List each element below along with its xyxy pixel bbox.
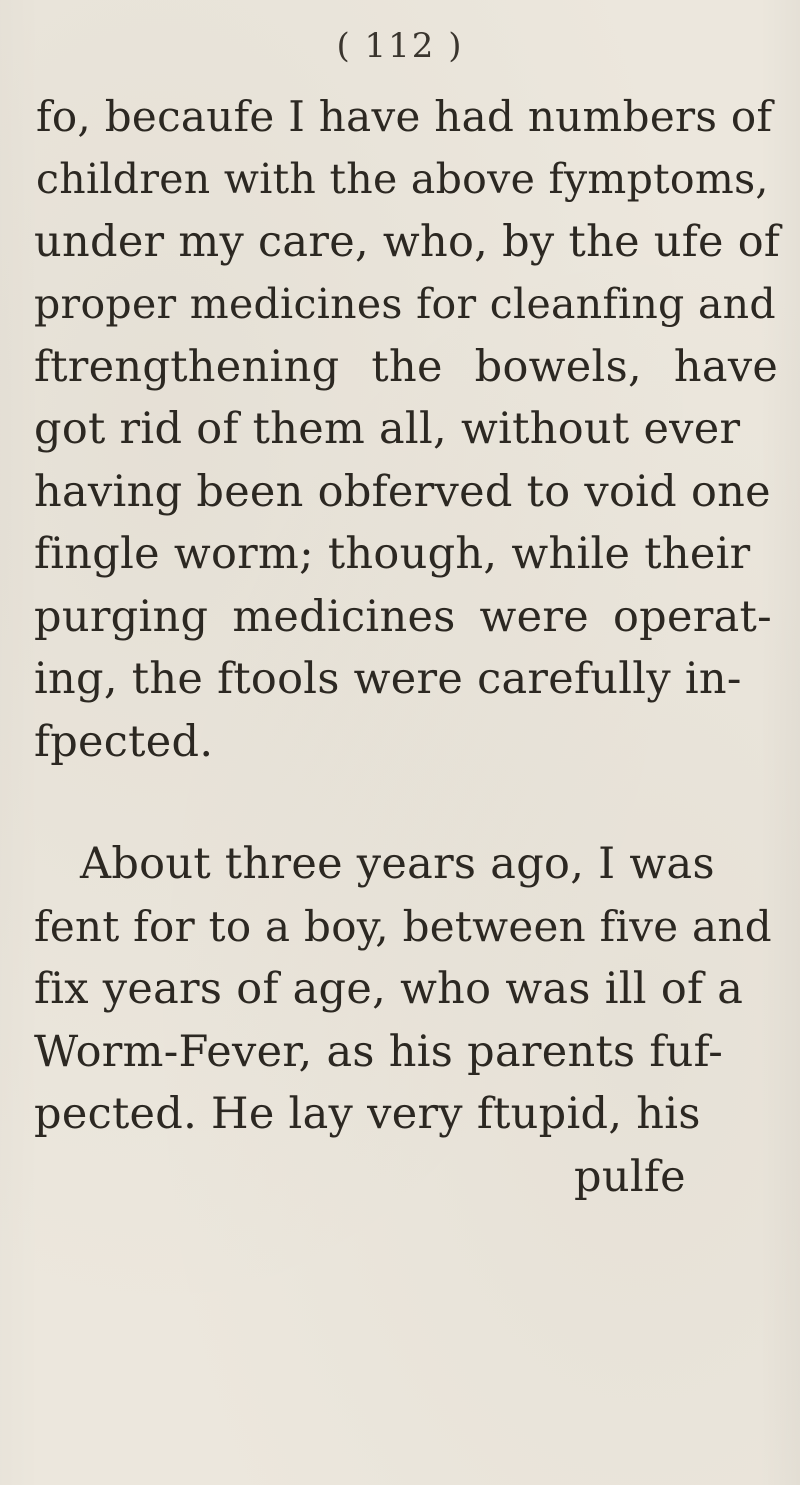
text-line: fent for to a boy, between five and <box>34 902 772 951</box>
text-line: children with the above fymptoms, <box>36 155 769 203</box>
text-line: fix years of age, who was ill of a <box>34 964 744 1014</box>
text-line: under my care, who, by the ufe of <box>34 217 781 267</box>
text-line: having been obferved to void one <box>34 467 771 517</box>
text-line: About three years ago, I was <box>80 839 715 889</box>
text-line: Worm-Fever, as his parents fuf- <box>34 1027 724 1077</box>
catchword: pulfe <box>574 1152 686 1202</box>
text-line: ing, the ftools were carefully in- <box>34 654 742 704</box>
text-line: got rid of them all, without ever <box>34 404 741 454</box>
text-line: ftrengthening the bowels, have <box>34 342 779 392</box>
text-line: fo, becaufe I have had numbers of <box>36 92 773 141</box>
text-line: fpected. <box>34 717 214 767</box>
text-line: fingle worm; though, while their <box>34 529 751 579</box>
text-line: purging medicines were operat- <box>34 592 772 642</box>
text-line: proper medicines for cleanfing and <box>34 280 776 328</box>
text-line: pected. He lay very ftupid, his <box>34 1089 701 1139</box>
page-number: ( 112 ) <box>336 26 464 66</box>
